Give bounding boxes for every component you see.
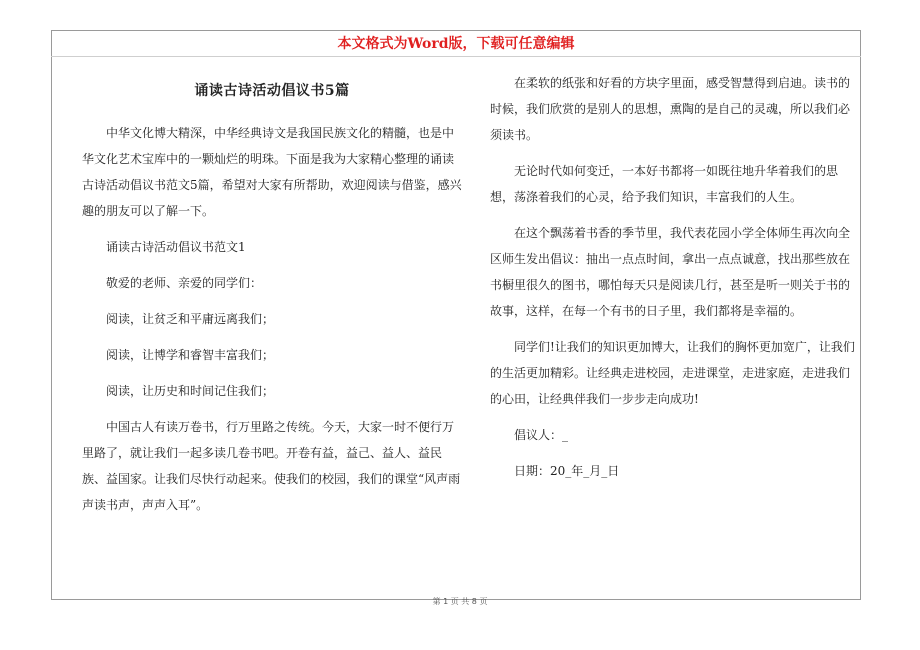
page-number: 第 1 页 共 8 页 bbox=[432, 597, 488, 606]
body-paragraph: 无论时代如何变迁，一本好书都将一如既往地升华着我们的思想，荡涤着我们的心灵，给予我们知识，丰富我们的人生。 bbox=[490, 164, 839, 204]
reading-line-2: 阅读，让博学和睿智丰富我们； bbox=[106, 348, 275, 362]
date-line: 日期：20_年_月_日 bbox=[514, 464, 620, 478]
body-paragraph: 中国古人有读万卷书，行万里路之传统。今天，大家一时不便行万里路了，就让我们一起多读几卷书吧。开卷有益，益己、益人、益民族、益国家。让我们尽快行动起来。使我们的校园，我们的课堂“风声雨声读书声，声声入耳”。 bbox=[82, 420, 461, 512]
greeting: 敬爱的老师、亲爱的同学们： bbox=[106, 276, 263, 290]
document-title: 诵读古诗活动倡议书5篇 bbox=[194, 83, 350, 99]
left-column bbox=[82, 70, 462, 528]
word-format-notice: 本文格式为Word版，下载可任意编辑 bbox=[337, 36, 575, 52]
body-paragraph: 同学们!让我们的知识更加博大，让我们的胸怀更加宽广，让我们的生活更加精彩。让经典走进校园，走进课堂，走进家庭，走进我们的心田，让经典伴我们一步步走向成功! bbox=[490, 340, 855, 406]
body-paragraph: 在这个飘荡着书香的季节里，我代表花园小学全体师生再次向全区师生发出倡议：抽出一点点时间，拿出一点点诚意，找出那些放在书橱里很久的图书，哪怕每天只是阅读几行，甚至是听一则关于书的故事，这样，在每一个有书的日子里，我们都将是幸福的。 bbox=[490, 226, 851, 318]
intro-paragraph: 中华文化博大精深，中华经典诗文是我国民族文化的精髓，也是中华文化艺术宝库中的一颗灿烂的明珠。下面是我为大家精心整理的诵读古诗活动倡议书范文5篇，希望对大家有所帮助，欢迎阅读与借鉴，感兴趣的朋友可以了解一下。 bbox=[82, 126, 462, 218]
section-subtitle: 诵读古诗活动倡议书范文1 bbox=[106, 240, 246, 254]
body-paragraph: 在柔软的纸张和好看的方块字里面，感受智慧得到启迪。读书的时候，我们欣赏的是别人的思想，熏陶的是自己的灵魂，所以我们必须读书。 bbox=[490, 76, 851, 142]
header-divider bbox=[51, 56, 861, 57]
right-column bbox=[490, 70, 860, 494]
reading-line-1: 阅读，让贫乏和平庸远离我们； bbox=[106, 312, 275, 326]
reading-line-3: 阅读，让历史和时间记住我们； bbox=[106, 384, 275, 398]
signer-line: 倡议人：_ bbox=[514, 428, 569, 442]
